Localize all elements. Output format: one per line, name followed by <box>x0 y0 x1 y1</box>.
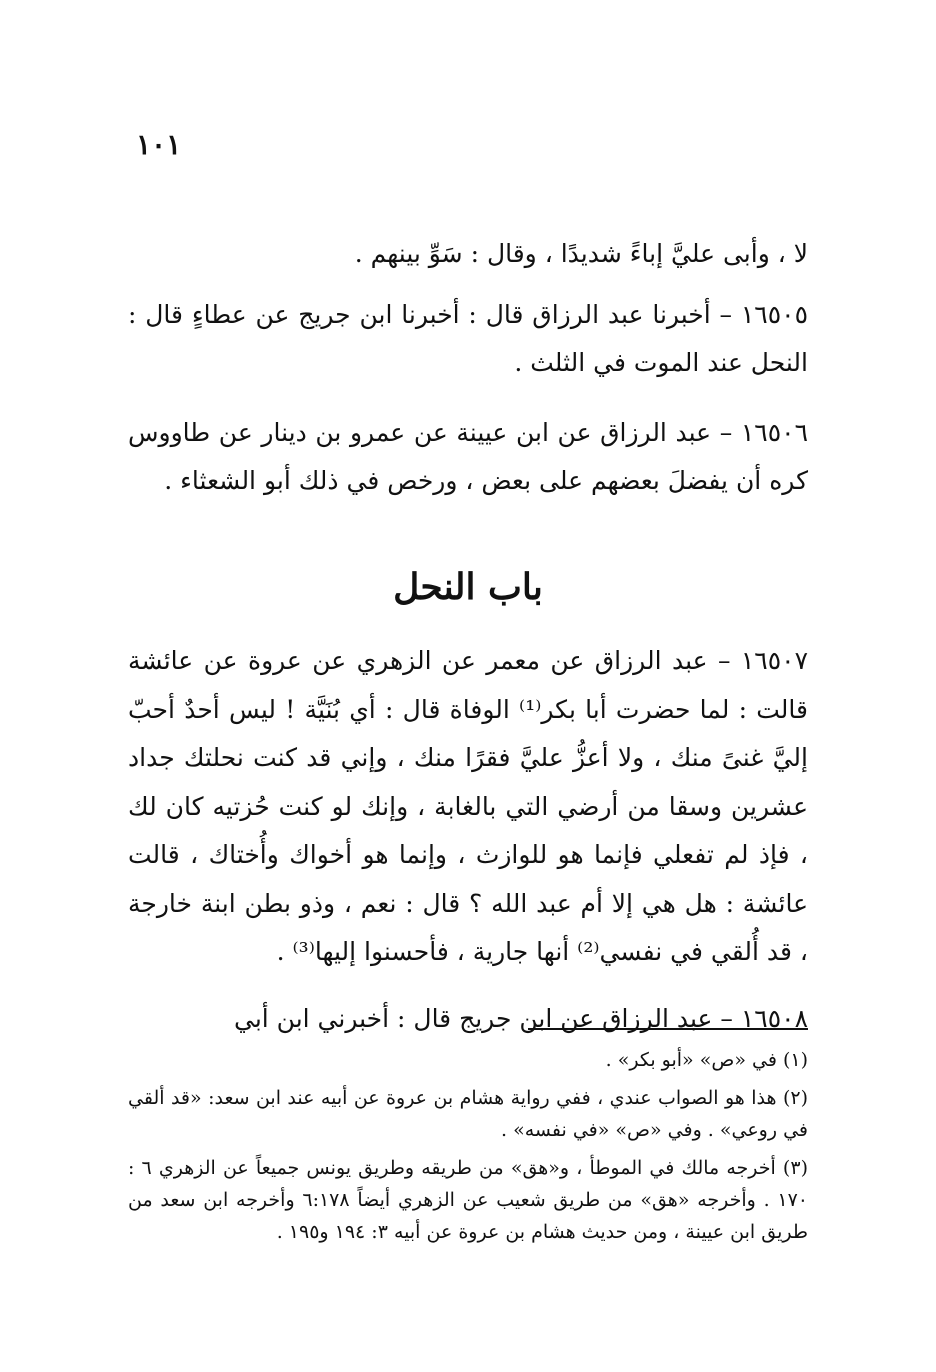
section-heading: باب النحل <box>393 565 543 608</box>
paragraph-hadith-16506: ١٦٥٠٦ – عبد الرزاق عن ابن عيينة عن عمرو بن دينار عن طاووس كره أن يفضلَ بعضهم على بعض ، ورخص في ذلك أبو الشعثاء . <box>128 418 808 495</box>
paragraph-hadith-16508: ١٦٥٠٨ – عبد الرزاق عن ابن جريج قال : أخبرني ابن أبي <box>233 1004 808 1033</box>
paragraph-hadith-16507: ١٦٥٠٧ – عبد الرزاق عن معمر عن الزهري عن عروة عن عائشة قالت : لما حضرت أبا بكر⁽¹⁾ الوفاة قال : أي بُنَيَّة ! ليس أحدٌ أحبّ إليَّ غنىً منك ، ولا أعزُّ عليَّ فقرًا منك ، وإني قد كنت نحلتك جداد عشرين وسقا من أرضي التي بالغابة ، وإنك لو كنت حُزتيه كان لك ، فإذ لم تفعلي فإنما هو للوازث ، وإنما هو أخواك وأُختاك ، قالت عائشة : هل هي إلا أم عبد الله ؟ قال : نعم ، وذو بطن ابنة خارجة ، قد أُلقي في نفسي⁽²⁾ أنها جارية ، فأحسنوا إليها⁽³⁾ . <box>128 646 808 966</box>
footnote-2: (٢) هذا هو الصواب عندي ، ففي رواية هشام بن عروة عن أبيه عند ابن سعد: «قد ألقي في روعي» . وفي «ص» «في نفسه» . <box>128 1087 808 1141</box>
footnotes <box>128 1044 808 1254</box>
paragraph-continuation: لا ، وأبى عليَّ إباءً شديدًا ، وقال : سَوِّ بينهم . <box>354 239 808 268</box>
paragraph-hadith-16505: ١٦٥٠٥ – أخبرنا عبد الرزاق قال : أخبرنا ابن جريج عن عطاءٍ قال : النحل عند الموت في الثلث . <box>128 300 808 377</box>
footnote-3: (٣) أخرجه مالك في الموطأ ، و«هق» من طريقه وطريق يونس جميعاً عن الزهري ٦ : ١٧٠ . وأخرجه «هق» من طريق شعيب عن الزهري أيضاً ٦:١٧٨ وأخرجه ابن سعد من طريق ابن عيينة ، ومن حديث هشام بن عروة عن أبيه ٣: ١٩٤ و١٩٥ . <box>128 1157 808 1243</box>
page-number: ١٠١ <box>136 128 182 161</box>
footnote-divider <box>528 1028 808 1030</box>
footnote-1: (١) في «ص» «أبو بكر» . <box>605 1049 808 1071</box>
